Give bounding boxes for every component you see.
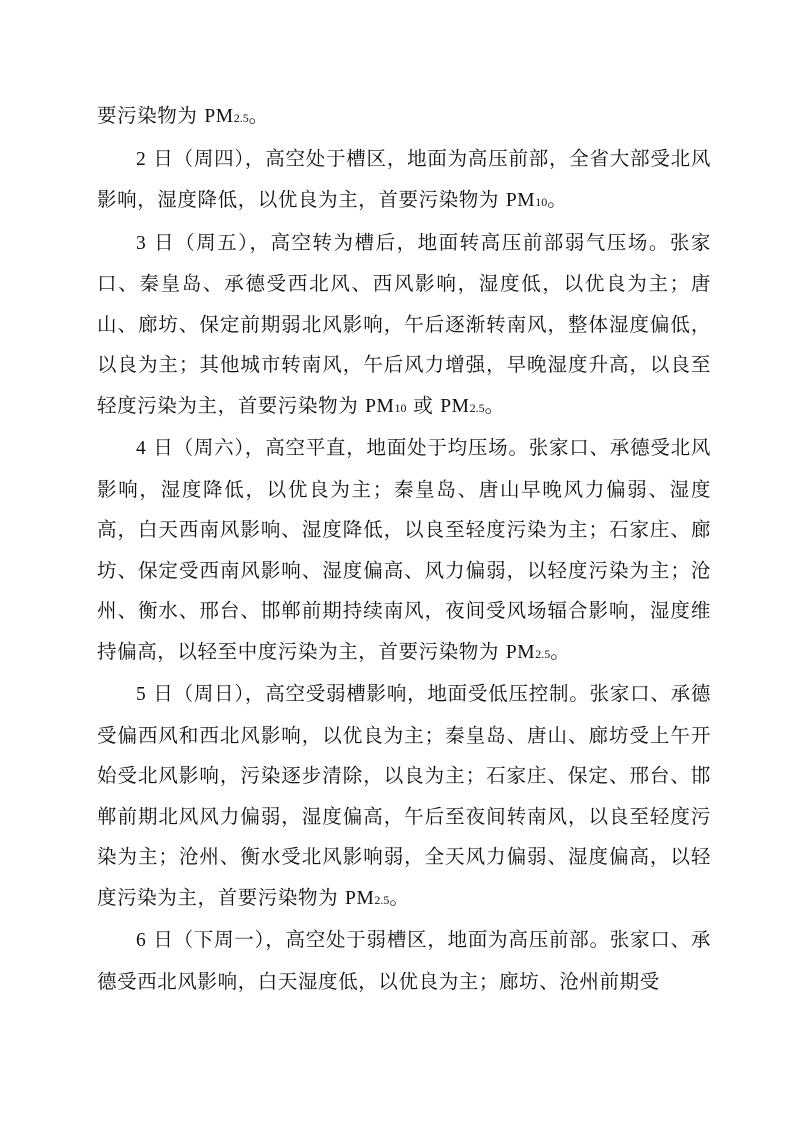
text-run: 5 bbox=[136, 684, 147, 705]
text-run: PM bbox=[345, 887, 375, 909]
text-run: 。 bbox=[550, 639, 571, 663]
paragraph-day-3 bbox=[97, 223, 711, 429]
text-run: 日（下周一），高空处于弱槽区，地面为高压前部。张家口、承德受西北风影响，白天湿度低，以优良为主；廊坊、沧州前期受 bbox=[97, 928, 711, 993]
paragraph-day-5 bbox=[97, 674, 711, 920]
text-run: PM bbox=[505, 190, 536, 211]
subscript: 10 bbox=[535, 195, 548, 209]
text-run: 4 bbox=[136, 438, 147, 459]
text-run: 日（周日），高空受弱槽影响，地面受低压控制。张家口、承德受偏西风和西北风影响，以优良为主；秦皇岛、唐山、廊坊受上午开始受北风影响，污染逐步清除，以良为主；石家庄、保定、邢台、邯郸前期北风风力偏弱，湿度偏高，午后至夜间转南风，以良至轻度污染为主；沧州、衡水受北风影响弱，全天风力偏弱、湿度偏高，以轻度污染为主，首要污染物为 bbox=[97, 682, 711, 909]
body-text bbox=[97, 96, 711, 1002]
subscript: 2.5 bbox=[374, 892, 390, 907]
paragraph-day-6 bbox=[97, 920, 711, 1002]
text-run: 日（周六），高空平直，地面处于均压场。张家口、承德受北风影响，湿度降低，以优良为主；秦皇岛、唐山早晚风力偏弱、湿度高，白天西南风影响、湿度降低，以良至轻度污染为主；石家庄、廊坊、保定受西南风影响、湿度偏高、风力偏弱，以轻度污染为主；沧州、衡水、邢台、邯郸前期持续南风，夜间受风场辐合影响，湿度维持偏高，以轻至中度污染为主，首要污染物为 bbox=[97, 436, 711, 663]
subscript: 2.5 bbox=[233, 111, 249, 125]
text-run: PM bbox=[204, 106, 234, 127]
subscript: 2.5 bbox=[469, 400, 485, 415]
text-run: 日（周四），高空处于槽区，地面为高压前部，全省大部受北风影响，湿度降低，以优良为主，首要污染物为 bbox=[97, 146, 711, 211]
paragraph-day-2 bbox=[97, 139, 711, 223]
text-run: 。 bbox=[389, 885, 410, 909]
text-run: 或 bbox=[406, 393, 441, 417]
subscript: 10 bbox=[394, 400, 407, 415]
text-run: PM bbox=[440, 395, 470, 417]
subscript: 2.5 bbox=[535, 646, 551, 661]
text-run: PM bbox=[365, 395, 395, 417]
text-run: 3 bbox=[136, 232, 147, 254]
text-run: 。 bbox=[547, 188, 568, 211]
text-run: 2 bbox=[136, 148, 147, 170]
text-run: 。 bbox=[484, 393, 505, 417]
paragraph-day-4 bbox=[97, 428, 711, 674]
text-run: 。 bbox=[248, 104, 269, 127]
text-run: 6 bbox=[136, 930, 147, 951]
text-run: PM bbox=[505, 641, 536, 663]
text-run: 要污染物为 bbox=[97, 104, 205, 127]
paragraph-continuation bbox=[97, 96, 711, 139]
text-run: 日（周五），高空转为槽后，地面转高压前部弱气压场。张家口、秦皇岛、承德受西北风、西风影响，湿度低，以优良为主；唐山、廊坊、保定前期弱北风影响，午后逐渐转南风，整体湿度偏低，以良为主；其他城市转南风，午后风力增强，早晚湿度升高，以良至轻度污染为主，首要污染物为 bbox=[97, 230, 711, 417]
